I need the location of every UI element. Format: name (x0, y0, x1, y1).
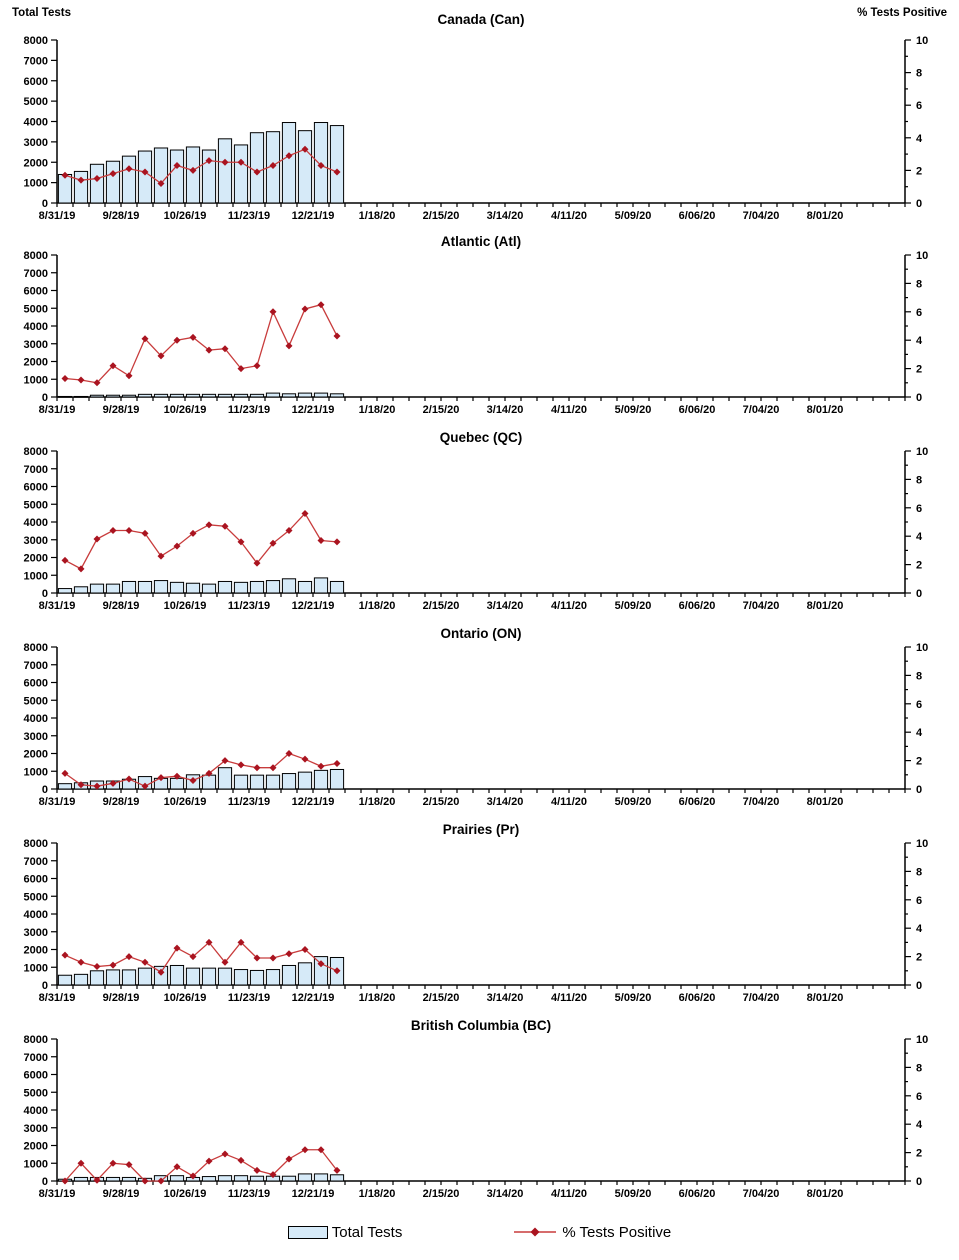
svg-text:9/28/19: 9/28/19 (102, 210, 140, 222)
svg-text:8/01/20: 8/01/20 (806, 796, 844, 808)
svg-text:6/06/20: 6/06/20 (678, 600, 716, 612)
svg-text:6: 6 (916, 502, 923, 515)
svg-text:11/23/19: 11/23/19 (227, 1188, 271, 1200)
svg-text:8/31/19: 8/31/19 (38, 210, 76, 222)
svg-text:10: 10 (916, 446, 929, 458)
svg-text:6/06/20: 6/06/20 (678, 404, 716, 416)
pct-positive-swatch (512, 1226, 558, 1238)
svg-text:9/28/19: 9/28/19 (102, 600, 140, 612)
svg-text:1/18/20: 1/18/20 (358, 210, 396, 222)
svg-text:0: 0 (41, 1176, 48, 1188)
x-axis (39, 203, 905, 222)
axes (57, 255, 905, 397)
svg-text:8000: 8000 (23, 250, 48, 262)
chart-svg-6 (0, 1014, 959, 1210)
svg-text:6000: 6000 (23, 1069, 48, 1082)
svg-text:4000: 4000 (23, 517, 48, 529)
svg-text:3000: 3000 (23, 338, 48, 351)
svg-text:6/06/20: 6/06/20 (678, 1188, 716, 1200)
svg-text:10: 10 (916, 1034, 929, 1046)
chart-panel-6 (0, 1014, 959, 1210)
svg-text:10/26/19: 10/26/19 (163, 992, 207, 1004)
svg-text:6000: 6000 (23, 75, 48, 88)
x-axis (39, 789, 905, 808)
svg-text:10: 10 (916, 35, 929, 47)
svg-text:11/23/19: 11/23/19 (227, 992, 271, 1004)
right-axis (905, 446, 928, 600)
svg-text:10/26/19: 10/26/19 (163, 210, 207, 222)
svg-text:1000: 1000 (23, 177, 48, 190)
pct-positive-line (62, 510, 341, 572)
svg-text:8/01/20: 8/01/20 (806, 404, 844, 416)
x-axis (39, 397, 905, 416)
svg-text:5/09/20: 5/09/20 (614, 404, 652, 416)
svg-text:0: 0 (916, 198, 923, 210)
svg-text:1/18/20: 1/18/20 (358, 1188, 396, 1200)
left-axis (24, 446, 57, 600)
svg-text:0: 0 (41, 588, 48, 600)
left-axis (24, 250, 57, 404)
svg-text:11/23/19: 11/23/19 (227, 796, 271, 808)
panel-title: British Columbia (BC) (410, 1018, 552, 1033)
svg-text:6000: 6000 (23, 285, 48, 298)
svg-text:1/18/20: 1/18/20 (358, 796, 396, 808)
svg-text:3/14/20: 3/14/20 (486, 404, 524, 416)
svg-text:1/18/20: 1/18/20 (358, 600, 396, 612)
svg-text:2/15/20: 2/15/20 (422, 796, 460, 808)
chart-svg-5 (0, 818, 959, 1014)
svg-text:2: 2 (916, 755, 923, 768)
svg-text:4: 4 (916, 727, 923, 740)
svg-text:8/01/20: 8/01/20 (806, 600, 844, 612)
chart-panel-1 (0, 0, 959, 230)
svg-text:6/06/20: 6/06/20 (678, 992, 716, 1004)
svg-text:4000: 4000 (23, 321, 48, 333)
svg-text:10: 10 (916, 250, 929, 262)
svg-text:4: 4 (916, 923, 923, 936)
svg-text:4: 4 (916, 531, 923, 544)
svg-text:8/01/20: 8/01/20 (806, 210, 844, 222)
svg-text:6: 6 (916, 1090, 923, 1103)
svg-text:6: 6 (916, 894, 923, 907)
svg-text:0: 0 (41, 980, 48, 992)
svg-text:6000: 6000 (23, 677, 48, 690)
axes (57, 40, 905, 203)
svg-text:3000: 3000 (23, 1122, 48, 1135)
svg-text:8000: 8000 (23, 642, 48, 654)
svg-text:0: 0 (41, 198, 48, 210)
svg-text:4000: 4000 (23, 909, 48, 921)
svg-text:2/15/20: 2/15/20 (422, 992, 460, 1004)
svg-text:0: 0 (41, 392, 48, 404)
svg-text:0: 0 (916, 392, 923, 404)
svg-text:4000: 4000 (23, 116, 48, 129)
panel-title: Atlantic (Atl) (440, 234, 522, 249)
svg-text:10/26/19: 10/26/19 (163, 600, 207, 612)
right-axis (905, 35, 928, 210)
left-axis (24, 642, 57, 796)
svg-text:8000: 8000 (23, 838, 48, 850)
svg-text:11/23/19: 11/23/19 (227, 600, 271, 612)
svg-text:9/28/19: 9/28/19 (102, 796, 140, 808)
svg-text:8: 8 (916, 866, 923, 879)
chart-panel-2 (0, 230, 959, 426)
svg-text:6: 6 (916, 100, 923, 113)
svg-text:3/14/20: 3/14/20 (486, 210, 524, 222)
svg-text:3000: 3000 (23, 534, 48, 547)
svg-text:0: 0 (41, 784, 48, 796)
svg-text:8/01/20: 8/01/20 (806, 1188, 844, 1200)
svg-text:3000: 3000 (23, 136, 48, 149)
svg-text:3/14/20: 3/14/20 (486, 1188, 524, 1200)
svg-text:2/15/20: 2/15/20 (422, 210, 460, 222)
svg-text:1000: 1000 (23, 374, 48, 387)
svg-text:7/04/20: 7/04/20 (742, 404, 780, 416)
svg-text:1000: 1000 (23, 1158, 48, 1171)
svg-text:5000: 5000 (23, 499, 48, 512)
svg-text:8/31/19: 8/31/19 (38, 796, 76, 808)
svg-text:1/18/20: 1/18/20 (358, 404, 396, 416)
svg-text:8/31/19: 8/31/19 (38, 1188, 76, 1200)
svg-text:3/14/20: 3/14/20 (486, 796, 524, 808)
svg-text:0: 0 (916, 784, 923, 796)
svg-text:6: 6 (916, 306, 923, 319)
svg-text:12/21/19: 12/21/19 (291, 1188, 335, 1200)
x-axis (39, 593, 905, 612)
svg-text:8: 8 (916, 67, 923, 80)
panel-title: Ontario (ON) (440, 626, 522, 641)
svg-text:8000: 8000 (23, 1034, 48, 1046)
svg-text:0: 0 (916, 1176, 923, 1188)
svg-text:9/28/19: 9/28/19 (102, 992, 140, 1004)
right-axis (905, 250, 928, 404)
svg-text:4/11/20: 4/11/20 (550, 992, 588, 1004)
svg-text:5000: 5000 (23, 1087, 48, 1100)
panel-title: Canada (Can) (437, 12, 525, 27)
svg-text:8000: 8000 (23, 446, 48, 458)
axes (57, 451, 905, 593)
svg-text:5000: 5000 (23, 695, 48, 708)
svg-text:2: 2 (916, 951, 923, 964)
svg-text:7000: 7000 (23, 659, 48, 672)
legend-total-tests-label: Total Tests (331, 1223, 403, 1241)
svg-text:5/09/20: 5/09/20 (614, 1188, 652, 1200)
svg-text:6000: 6000 (23, 481, 48, 494)
svg-text:0: 0 (916, 588, 923, 600)
total-tests-bars (58, 957, 343, 985)
svg-text:8/31/19: 8/31/19 (38, 600, 76, 612)
total-tests-swatch (288, 1226, 328, 1239)
x-axis (39, 1181, 905, 1200)
chart-svg-3 (0, 426, 959, 622)
svg-text:8/31/19: 8/31/19 (38, 404, 76, 416)
svg-text:2000: 2000 (23, 157, 48, 170)
svg-text:10/26/19: 10/26/19 (163, 404, 207, 416)
left-axis (24, 838, 57, 992)
svg-text:9/28/19: 9/28/19 (102, 404, 140, 416)
svg-text:0: 0 (916, 980, 923, 992)
svg-text:4: 4 (916, 132, 923, 145)
axes (57, 647, 905, 789)
svg-text:8: 8 (916, 474, 923, 487)
svg-text:2: 2 (916, 363, 923, 376)
svg-text:10: 10 (916, 838, 929, 850)
svg-text:2: 2 (916, 559, 923, 572)
svg-text:4/11/20: 4/11/20 (550, 404, 588, 416)
svg-text:1000: 1000 (23, 570, 48, 583)
right-axis (905, 1034, 928, 1188)
panel-title: Quebec (QC) (439, 430, 523, 445)
svg-text:12/21/19: 12/21/19 (291, 600, 335, 612)
svg-text:7/04/20: 7/04/20 (742, 600, 780, 612)
svg-text:2/15/20: 2/15/20 (422, 404, 460, 416)
right-axis (905, 838, 928, 992)
svg-text:8: 8 (916, 670, 923, 683)
svg-text:1000: 1000 (23, 766, 48, 779)
svg-text:2/15/20: 2/15/20 (422, 1188, 460, 1200)
svg-text:2000: 2000 (23, 552, 48, 565)
svg-text:12/21/19: 12/21/19 (291, 210, 335, 222)
total-tests-bars (58, 123, 343, 203)
axes (57, 843, 905, 985)
svg-text:3000: 3000 (23, 730, 48, 743)
svg-text:2000: 2000 (23, 748, 48, 761)
svg-text:5/09/20: 5/09/20 (614, 796, 652, 808)
svg-text:5000: 5000 (23, 96, 48, 109)
svg-text:2000: 2000 (23, 944, 48, 957)
svg-text:2: 2 (916, 165, 923, 178)
svg-text:1/18/20: 1/18/20 (358, 992, 396, 1004)
svg-text:10: 10 (916, 642, 929, 654)
svg-text:4/11/20: 4/11/20 (550, 210, 588, 222)
chart-svg-4 (0, 622, 959, 818)
svg-text:4000: 4000 (23, 1105, 48, 1117)
chart-panel-4 (0, 622, 959, 818)
svg-text:7000: 7000 (23, 55, 48, 68)
svg-text:4000: 4000 (23, 713, 48, 725)
chart-svg-1 (0, 0, 959, 230)
chart-svg-2 (0, 230, 959, 426)
svg-text:7000: 7000 (23, 463, 48, 476)
svg-text:4: 4 (916, 335, 923, 348)
legend-item-total-tests (288, 1224, 403, 1241)
svg-text:11/23/19: 11/23/19 (227, 404, 271, 416)
svg-text:2000: 2000 (23, 356, 48, 369)
svg-text:4/11/20: 4/11/20 (550, 1188, 588, 1200)
svg-text:5000: 5000 (23, 303, 48, 316)
svg-text:3/14/20: 3/14/20 (486, 600, 524, 612)
svg-text:3/14/20: 3/14/20 (486, 992, 524, 1004)
svg-text:2000: 2000 (23, 1140, 48, 1153)
pct-positive-line (62, 301, 341, 386)
svg-text:7/04/20: 7/04/20 (742, 992, 780, 1004)
svg-text:7000: 7000 (23, 855, 48, 868)
svg-text:6/06/20: 6/06/20 (678, 796, 716, 808)
svg-text:2/15/20: 2/15/20 (422, 600, 460, 612)
left-axis (24, 35, 57, 210)
svg-text:6000: 6000 (23, 873, 48, 886)
svg-text:11/23/19: 11/23/19 (227, 210, 271, 222)
svg-text:7/04/20: 7/04/20 (742, 796, 780, 808)
svg-text:3000: 3000 (23, 926, 48, 939)
svg-text:10/26/19: 10/26/19 (163, 1188, 207, 1200)
right-axis (905, 642, 928, 796)
svg-text:10/26/19: 10/26/19 (163, 796, 207, 808)
svg-text:4/11/20: 4/11/20 (550, 796, 588, 808)
left-axis-title: Total Tests (12, 7, 71, 19)
svg-text:8: 8 (916, 278, 923, 291)
svg-text:6: 6 (916, 698, 923, 711)
svg-text:12/21/19: 12/21/19 (291, 404, 335, 416)
legend-pct-positive-label: % Tests Positive (562, 1223, 672, 1241)
svg-text:8: 8 (916, 1062, 923, 1075)
svg-text:8/01/20: 8/01/20 (806, 992, 844, 1004)
axes (57, 1039, 905, 1181)
chart-panel-5 (0, 818, 959, 1014)
chart-panel-3 (0, 426, 959, 622)
svg-text:7000: 7000 (23, 267, 48, 280)
svg-text:5/09/20: 5/09/20 (614, 992, 652, 1004)
x-axis (39, 985, 905, 1004)
svg-text:6/06/20: 6/06/20 (678, 210, 716, 222)
svg-text:1000: 1000 (23, 962, 48, 975)
panel-title: Prairies (Pr) (442, 822, 520, 837)
svg-text:5/09/20: 5/09/20 (614, 600, 652, 612)
svg-text:7000: 7000 (23, 1051, 48, 1064)
svg-text:12/21/19: 12/21/19 (291, 992, 335, 1004)
svg-text:7/04/20: 7/04/20 (742, 210, 780, 222)
svg-text:5000: 5000 (23, 891, 48, 904)
svg-text:5/09/20: 5/09/20 (614, 210, 652, 222)
left-axis (24, 1034, 57, 1188)
right-axis-title: % Tests Positive (857, 7, 947, 19)
svg-text:4/11/20: 4/11/20 (550, 600, 588, 612)
svg-text:2: 2 (916, 1147, 923, 1160)
svg-text:7/04/20: 7/04/20 (742, 1188, 780, 1200)
legend-item-pct-positive (512, 1224, 671, 1241)
total-tests-bars (58, 578, 343, 593)
svg-text:8000: 8000 (23, 35, 48, 47)
svg-text:8/31/19: 8/31/19 (38, 992, 76, 1004)
svg-text:12/21/19: 12/21/19 (291, 796, 335, 808)
svg-text:9/28/19: 9/28/19 (102, 1188, 140, 1200)
chart-legend (0, 1210, 959, 1254)
svg-text:4: 4 (916, 1119, 923, 1132)
